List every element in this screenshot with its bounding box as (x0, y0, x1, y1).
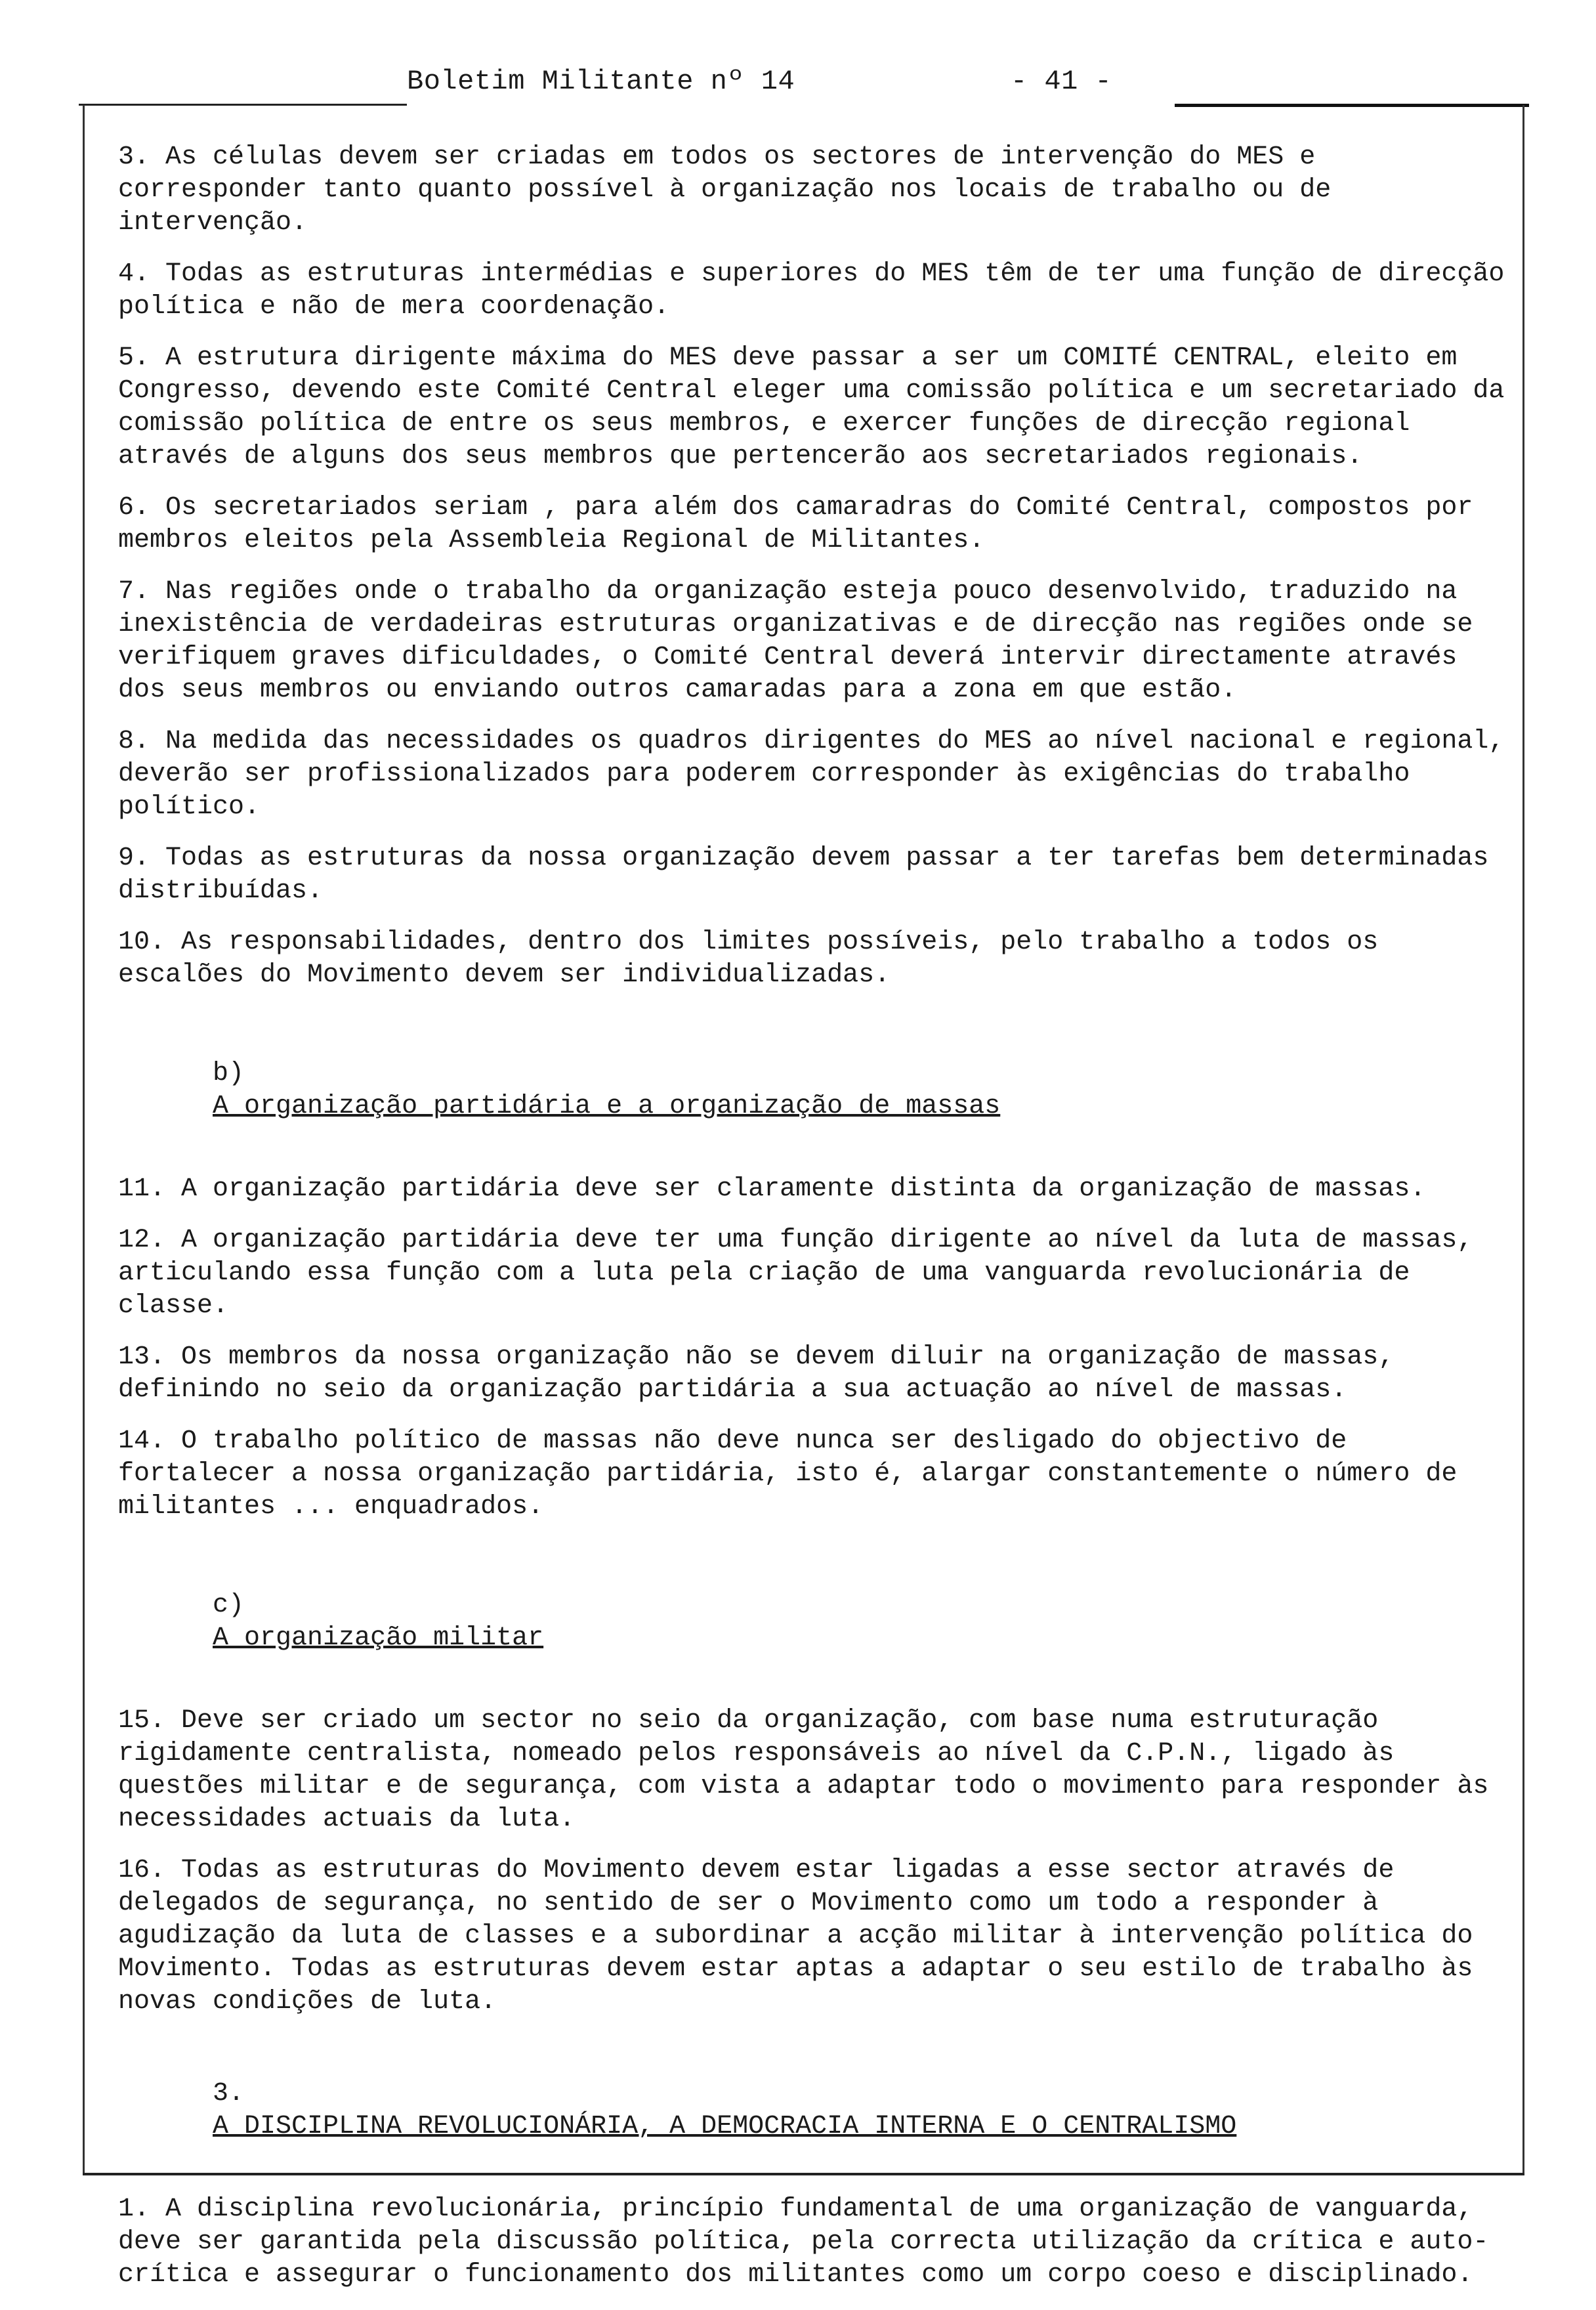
paragraph-4: 4. Todas as estruturas intermédias e superiores do MES têm de ter uma função de direcção política e não de mera coordenação. (118, 259, 1521, 322)
paragraph-11: 11. A organização partidária deve ser claramente distinta da organização de massas. (118, 1174, 1426, 1204)
paragraph-15: 15. Deve ser criado um sector no seio da organização, com base numa estruturação rigidamente centralista, nomeado pelos responsáveis ao nível da C.P.N., ligado às questões militar e de segurança, com vista a adaptar todo o movimento para responder às necessidades actuais da luta. (118, 1706, 1505, 1834)
paragraph-6: 6. Os secretariados seriam , para além dos camaradras do Comité Central, compostos por membros eleitos pela Assembleia Regional de Militantes. (118, 493, 1489, 555)
section-b-heading (118, 1025, 1509, 1156)
section-3-heading (118, 2045, 1509, 2176)
paragraph-3-1: 1. A disciplina revolucionária, princípio fundamental de uma organização de vanguarda, deve ser garantida pela discussão política, pela correcta utilização da crítica e auto-crítica e assegurar o funcionamento dos militantes como um corpo coeso e disciplinado. (118, 2194, 1489, 2290)
frame-right-border (1522, 105, 1524, 2173)
frame-left-border (83, 105, 85, 2173)
paragraph-9: 9. Todas as estruturas da nossa organização devem passar a ter tarefas bem determinadas distribuídas. (118, 844, 1505, 906)
page-header (407, 66, 1194, 105)
section-c-title: A organização militar (213, 1623, 544, 1653)
page-number: - 41 - (1011, 66, 1112, 97)
section-3-title: A DISCIPLINA REVOLUCIONÁRIA, A DEMOCRACIA INTERNA E O CENTRALISMO (213, 2112, 1237, 2141)
paragraph-13: 13. Os membros da nossa organização não se devem diluir na organização de massas, definindo no seio da organização partidária a sua actuação ao nível de massas. (118, 1342, 1410, 1405)
bulletin-title: Boletim Militante nº 14 (407, 66, 795, 97)
header-rule-left (79, 104, 407, 106)
document-body (118, 141, 1521, 2310)
section-b-label: b) (213, 1059, 245, 1088)
paragraph-7: 7. Nas regiões onde o trabalho da organização esteja pouco desenvolvido, traduzido na inexistência de verdadeiras estruturas organizativas e de direcção nas regiões onde se verifiquem graves dificuldades, o Comité Central deverá intervir directamente através dos seus membros ou enviando outros camaradas para a zona em que estão. (118, 577, 1489, 705)
paragraph-3: 3. As células devem ser criadas em todos os sectores de intervenção do MES e corresponder tanto quanto possível à organização nos locais de trabalho ou de intervenção. (118, 142, 1347, 238)
section-c-heading (118, 1556, 1509, 1688)
paragraph-10: 10. As responsabilidades, dentro dos limites possíveis, pelo trabalho a todos os escalões do Movimento devem ser individualizadas. (118, 928, 1395, 990)
section-c-label: c) (213, 1591, 245, 1620)
section-3-label: 3. (213, 2079, 245, 2108)
section-b-title: A organização partidária e a organização de massas (213, 1092, 1001, 1121)
paragraph-12: 12. A organização partidária deve ter uma função dirigente ao nível da luta de massas, articulando essa função com a luta pela criação de uma vanguarda revolucionária de classe. (118, 1226, 1489, 1321)
paragraph-5: 5. A estrutura dirigente máxima do MES deve passar a ser um COMITÉ CENTRAL, eleito em Congresso, devendo este Comité Central eleger uma comissão política e um secretariado da comissão política de entre os seus membros, e exercer funções de direcção regional através de alguns dos seus membros que pertencerão aos secretariados regionais. (118, 343, 1521, 471)
paragraph-14: 14. O trabalho político de massas não deve nunca ser desligado do objectivo de fortalecer a nossa organização partidária, isto é, alargar constantemente o número de militantes ... enquadrados. (118, 1426, 1473, 1522)
paragraph-16: 16. Todas as estruturas do Movimento devem estar ligadas a esse sector através de delegados de segurança, no sentido de ser o Movimento como um todo a responder à agudização da luta de classes e a subordinar a acção militar à intervenção política do Movimento. Todas as estruturas devem estar aptas a adaptar o seu estilo de trabalho às novas condições de luta. (118, 1856, 1489, 2017)
paragraph-8: 8. Na medida das necessidades os quadros dirigentes do MES ao nível nacional e regional, deverão ser profissionalizados para poderem corresponder às exigências do trabalho político. (118, 727, 1521, 822)
header-rule-right (1175, 104, 1529, 107)
